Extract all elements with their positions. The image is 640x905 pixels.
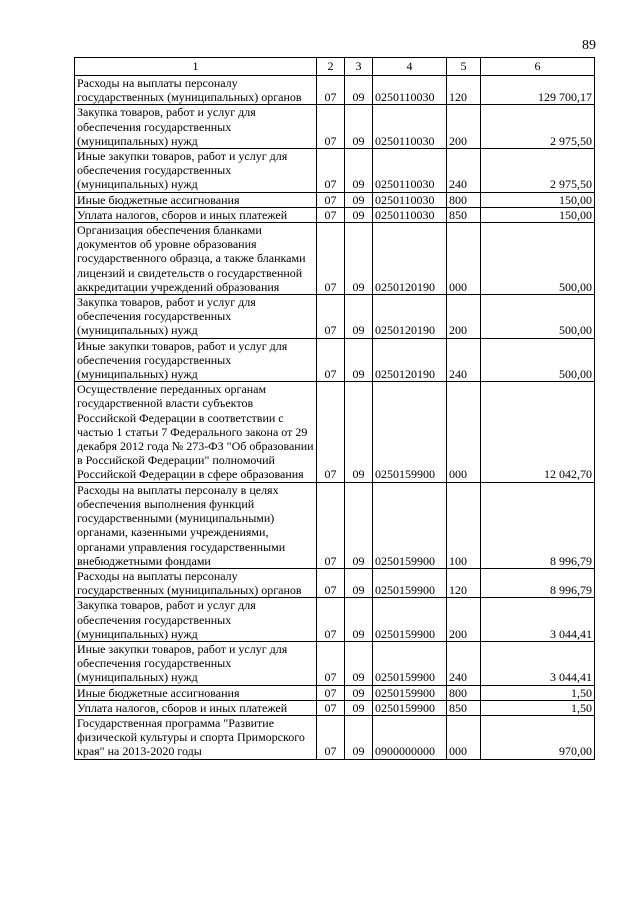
table-row (75, 295, 595, 339)
expense-type-code: 850 (447, 700, 481, 715)
target-article-code: 0250159900 (373, 482, 447, 568)
table-row (75, 382, 595, 482)
section-code: 07 (317, 482, 345, 568)
target-article-code: 0250110030 (373, 192, 447, 207)
page-number: 89 (582, 38, 596, 53)
subsection-code: 09 (345, 295, 373, 339)
subsection-code: 09 (345, 382, 373, 482)
table-row (75, 192, 595, 207)
expense-type-code: 000 (447, 223, 481, 295)
section-code: 07 (317, 192, 345, 207)
row-description: Расходы на выплаты персоналу в целях обеспечения выполнения функций государственными (муниципальными) органами, казенными учреждениями, органами управления государственными внебюджетными фондами (75, 482, 317, 568)
amount-value: 8 996,79 (481, 568, 595, 597)
section-code: 07 (317, 105, 345, 149)
target-article-code: 0250110030 (373, 76, 447, 105)
row-description: Расходы на выплаты персоналу государственных (муниципальных) органов (75, 568, 317, 597)
target-article-code: 0250159900 (373, 598, 447, 642)
header-cell: 1 (75, 58, 317, 76)
section-code: 07 (317, 207, 345, 222)
amount-value: 970,00 (481, 715, 595, 759)
header-cell: 3 (345, 58, 373, 76)
row-description: Иные бюджетные ассигнования (75, 192, 317, 207)
amount-value: 3 044,41 (481, 598, 595, 642)
target-article-code: 0250159900 (373, 382, 447, 482)
target-article-code: 0250120190 (373, 223, 447, 295)
amount-value: 150,00 (481, 192, 595, 207)
row-description: Иные бюджетные ассигнования (75, 685, 317, 700)
table-row (75, 338, 595, 382)
row-description: Осуществление переданных органам государственной власти субъектов Российской Федерации в соответствии с частью 1 статьи 7 Федерального закона от 29 декабря 2012 года № 273-ФЗ "Об образовании в Российской Федерации" полномочий Российской Федерации в сфере образования (75, 382, 317, 482)
section-code: 07 (317, 223, 345, 295)
table-row (75, 482, 595, 568)
budget-table (74, 57, 595, 760)
expense-type-code: 240 (447, 641, 481, 685)
table-row (75, 715, 595, 759)
row-description: Закупка товаров, работ и услуг для обеспечения государственных (муниципальных) нужд (75, 598, 317, 642)
row-description: Уплата налогов, сборов и иных платежей (75, 700, 317, 715)
table-row (75, 223, 595, 295)
subsection-code: 09 (345, 482, 373, 568)
subsection-code: 09 (345, 568, 373, 597)
subsection-code: 09 (345, 76, 373, 105)
amount-value: 2 975,50 (481, 149, 595, 193)
row-description: Иные закупки товаров, работ и услуг для обеспечения государственных (муниципальных) нужд (75, 641, 317, 685)
amount-value: 1,50 (481, 700, 595, 715)
expense-type-code: 000 (447, 382, 481, 482)
target-article-code: 0250120190 (373, 295, 447, 339)
row-description: Расходы на выплаты персоналу государственных (муниципальных) органов (75, 76, 317, 105)
subsection-code: 09 (345, 149, 373, 193)
subsection-code: 09 (345, 338, 373, 382)
expense-type-code: 200 (447, 105, 481, 149)
target-article-code: 0250110030 (373, 207, 447, 222)
section-code: 07 (317, 382, 345, 482)
target-article-code: 0250110030 (373, 105, 447, 149)
section-code: 07 (317, 338, 345, 382)
amount-value: 12 042,70 (481, 382, 595, 482)
amount-value: 8 996,79 (481, 482, 595, 568)
expense-type-code: 240 (447, 149, 481, 193)
row-description: Иные закупки товаров, работ и услуг для обеспечения государственных (муниципальных) нужд (75, 149, 317, 193)
subsection-code: 09 (345, 223, 373, 295)
amount-value: 500,00 (481, 295, 595, 339)
subsection-code: 09 (345, 105, 373, 149)
row-description: Иные закупки товаров, работ и услуг для обеспечения государственных (муниципальных) нужд (75, 338, 317, 382)
expense-type-code: 120 (447, 76, 481, 105)
section-code: 07 (317, 568, 345, 597)
target-article-code: 0250159900 (373, 641, 447, 685)
expense-type-code: 800 (447, 685, 481, 700)
subsection-code: 09 (345, 685, 373, 700)
header-cell: 4 (373, 58, 447, 76)
expense-type-code: 120 (447, 568, 481, 597)
amount-value: 150,00 (481, 207, 595, 222)
subsection-code: 09 (345, 700, 373, 715)
target-article-code: 0250159900 (373, 700, 447, 715)
section-code: 07 (317, 295, 345, 339)
row-description: Закупка товаров, работ и услуг для обеспечения государственных (муниципальных) нужд (75, 105, 317, 149)
section-code: 07 (317, 715, 345, 759)
amount-value: 500,00 (481, 223, 595, 295)
target-article-code: 0900000000 (373, 715, 447, 759)
row-description: Государственная программа "Развитие физической культуры и спорта Приморского края" на 2013-2020 годы (75, 715, 317, 759)
amount-value: 500,00 (481, 338, 595, 382)
row-description: Организация обеспечения бланками документов об уровне образования государственного образца, а также бланками лицензий и свидетельств о государственной аккредитации учреждений образования (75, 223, 317, 295)
table-row (75, 641, 595, 685)
header-row (75, 58, 595, 76)
header-cell: 5 (447, 58, 481, 76)
table-row (75, 105, 595, 149)
target-article-code: 0250110030 (373, 149, 447, 193)
subsection-code: 09 (345, 715, 373, 759)
section-code: 07 (317, 641, 345, 685)
expense-type-code: 000 (447, 715, 481, 759)
expense-type-code: 100 (447, 482, 481, 568)
section-code: 07 (317, 685, 345, 700)
table-row (75, 598, 595, 642)
table-row (75, 149, 595, 193)
subsection-code: 09 (345, 192, 373, 207)
row-description: Уплата налогов, сборов и иных платежей (75, 207, 317, 222)
table-row (75, 568, 595, 597)
row-description: Закупка товаров, работ и услуг для обеспечения государственных (муниципальных) нужд (75, 295, 317, 339)
amount-value: 2 975,50 (481, 105, 595, 149)
target-article-code: 0250120190 (373, 338, 447, 382)
section-code: 07 (317, 700, 345, 715)
header-cell: 2 (317, 58, 345, 76)
table-row (75, 207, 595, 222)
table-row (75, 685, 595, 700)
expense-type-code: 850 (447, 207, 481, 222)
expense-type-code: 240 (447, 338, 481, 382)
target-article-code: 0250159900 (373, 685, 447, 700)
amount-value: 129 700,17 (481, 76, 595, 105)
table-row (75, 700, 595, 715)
table-body (75, 76, 595, 760)
section-code: 07 (317, 149, 345, 193)
table-row (75, 76, 595, 105)
amount-value: 3 044,41 (481, 641, 595, 685)
target-article-code: 0250159900 (373, 568, 447, 597)
header-cell: 6 (481, 58, 595, 76)
expense-type-code: 200 (447, 295, 481, 339)
subsection-code: 09 (345, 207, 373, 222)
section-code: 07 (317, 76, 345, 105)
section-code: 07 (317, 598, 345, 642)
subsection-code: 09 (345, 598, 373, 642)
subsection-code: 09 (345, 641, 373, 685)
expense-type-code: 200 (447, 598, 481, 642)
amount-value: 1,50 (481, 685, 595, 700)
expense-type-code: 800 (447, 192, 481, 207)
